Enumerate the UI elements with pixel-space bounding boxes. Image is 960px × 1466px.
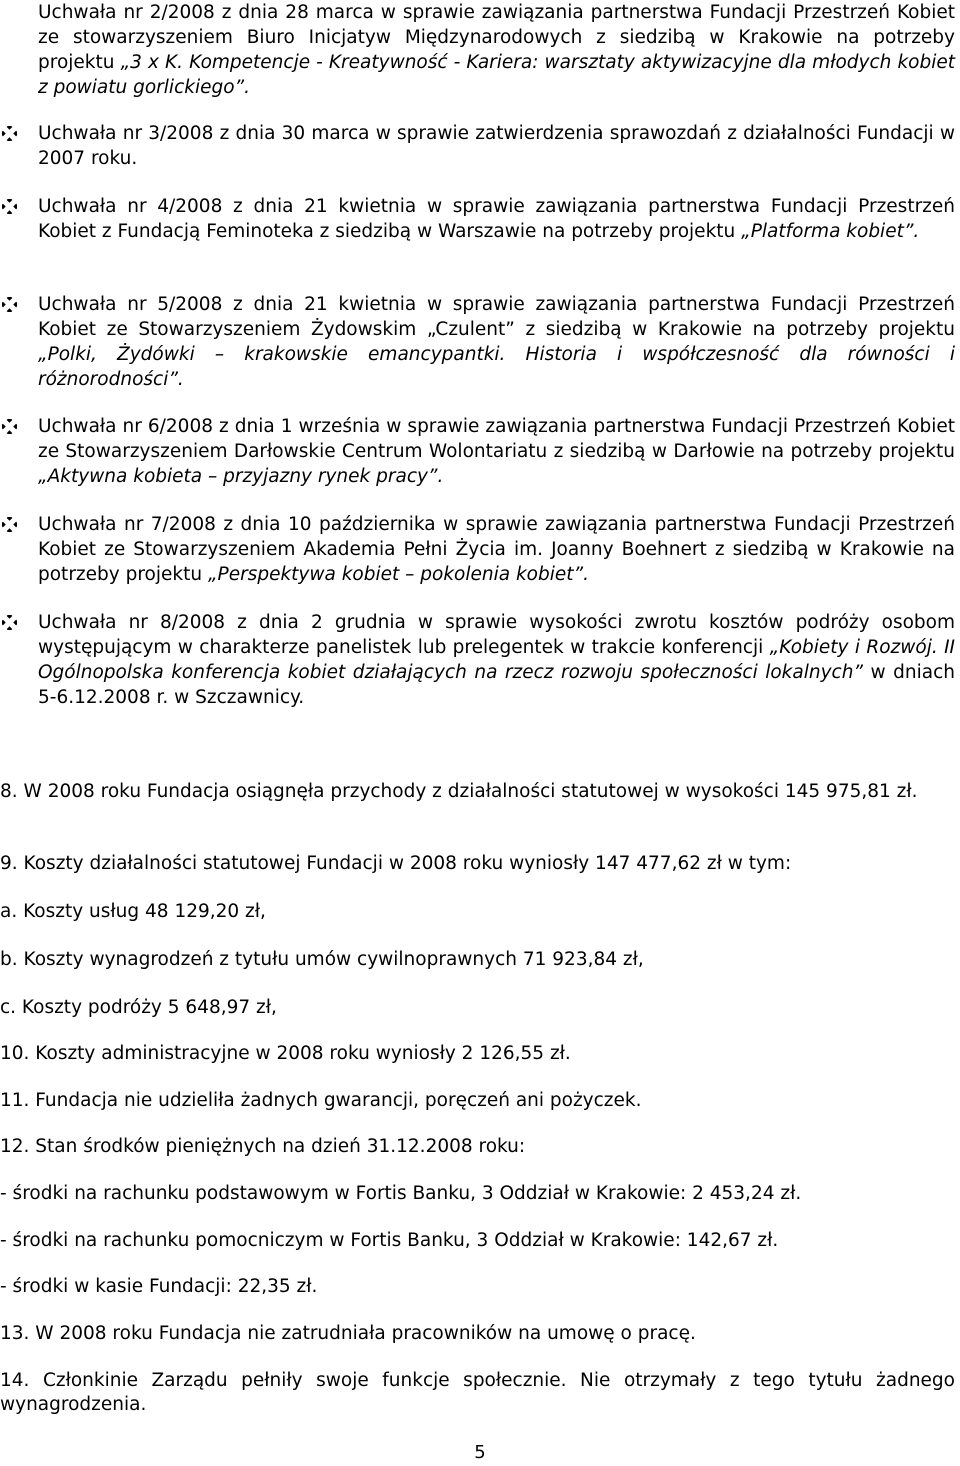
resolution-italic-text: „Polki, Żydówki – krakowskie emancypantki. Historia i współczesność dla równości i różnorodności”. [38, 344, 955, 390]
diamond-bullet-icon [2, 517, 17, 532]
diamond-bullet-icon [2, 615, 17, 630]
resolution-text: Uchwała nr 2/2008 z dnia 28 marca w sprawie zawiązania partnerstwa Fundacji Przestrzeń Kobiet ze stowarzyszeniem Biuro Inicjatyw Międzynarodowych z siedzibą w Krakowie na potrzeby projektu [38, 2, 955, 73]
financial-paragraph: b. Koszty wynagrodzeń z tytułu umów cywilnoprawnych 71 923,84 zł, [0, 949, 644, 970]
financial-paragraph: 8. W 2008 roku Fundacja osiągnęła przychody z działalności statutowej w wysokości 145 975,81 zł. [0, 781, 918, 802]
financial-paragraph: 10. Koszty administracyjne w 2008 roku wyniosły 2 126,55 zł. [0, 1043, 571, 1064]
resolution-text: Uchwała nr 6/2008 z dnia 1 września w sprawie zawiązania partnerstwa Fundacji Przestrzeń Kobiet ze Stowarzyszeniem Darłowskie Centrum Wolontariatu z siedzibą w Darłowie na potrzeby projektu [38, 416, 955, 462]
resolution-item [38, 512, 955, 587]
financial-paragraph: c. Koszty podróży 5 648,97 zł, [0, 997, 277, 1018]
financial-paragraph: 13. W 2008 roku Fundacja nie zatrudniała pracowników na umowę o pracę. [0, 1323, 696, 1344]
resolution-item [38, 0, 955, 100]
financial-paragraph: 11. Fundacja nie udzieliła żadnych gwarancji, poręczeń ani pożyczek. [0, 1090, 642, 1111]
resolution-item [38, 194, 955, 244]
financial-paragraph: 9. Koszty działalności statutowej Fundacji w 2008 roku wyniosły 147 477,62 zł w tym: [0, 853, 792, 874]
page-number: 5 [474, 1442, 486, 1463]
resolution-italic-text: „Perspektywa kobiet – pokolenia kobiet”. [207, 564, 589, 585]
resolution-italic-text: „3 x K. Kompetencje - Kreatywność - Kariera: warsztaty aktywizacyjne dla młodych kobiet z powiatu gorlickiego”. [38, 52, 956, 98]
resolution-text: w dniach 5-6.12.2008 r. w Szczawnicy. [38, 662, 955, 708]
financial-paragraph: - środki na rachunku pomocniczym w Fortis Banku, 3 Oddział w Krakowie: 142,67 zł. [0, 1230, 779, 1251]
diamond-bullet-icon [2, 126, 17, 141]
financial-paragraph: 14. Członkinie Zarządu pełniły swoje funkcje społecznie. Nie otrzymały z tego tytułu żadnego wynagrodzenia. [0, 1370, 955, 1415]
resolution-text: Uchwała nr 3/2008 z dnia 30 marca w sprawie zatwierdzenia sprawozdań z działalności Fundacji w 2007 roku. [38, 123, 955, 169]
resolution-italic-text: „Platforma kobiet”. [741, 221, 920, 242]
financial-paragraph: 12. Stan środków pieniężnych na dzień 31.12.2008 roku: [0, 1136, 526, 1157]
financial-paragraph: - środki w kasie Fundacji: 22,35 zł. [0, 1276, 318, 1297]
resolution-text: Uchwała nr 5/2008 z dnia 21 kwietnia w sprawie zawiązania partnerstwa Fundacji Przestrzeń Kobiet ze Stowarzyszeniem Żydowskim „Czulent” z siedzibą w Krakowie na potrzeby projektu [38, 294, 955, 340]
resolution-item [38, 121, 955, 171]
resolution-text: Uchwała nr 7/2008 z dnia 10 października w sprawie zawiązania partnerstwa Fundacji Przestrzeń Kobiet ze Stowarzyszeniem Akademia Pełni Życia im. Joanny Boehnert z siedzibą w Krakowie na potrzeby projektu [38, 514, 955, 585]
diamond-bullet-icon [2, 199, 17, 214]
financial-paragraph: a. Koszty usług 48 129,20 zł, [0, 901, 266, 922]
diamond-bullet-icon [2, 297, 17, 312]
resolution-item [38, 414, 955, 489]
resolution-item [38, 610, 955, 710]
resolution-text: Uchwała nr 8/2008 z dnia 2 grudnia w sprawie wysokości zwrotu kosztów podróży osobom występującym w charakterze panelistek lub prelegentek w trakcie konferencji [38, 612, 955, 658]
resolution-text: Uchwała nr 4/2008 z dnia 21 kwietnia w sprawie zawiązania partnerstwa Fundacji Przestrzeń Kobiet z Fundacją Feminoteka z siedzibą w Warszawie na potrzeby projektu [38, 196, 955, 242]
diamond-bullet-icon [2, 419, 17, 434]
resolution-item [38, 292, 955, 392]
financial-paragraph: - środki na rachunku podstawowym w Fortis Banku, 3 Oddział w Krakowie: 2 453,24 zł. [0, 1183, 802, 1204]
resolution-italic-text: „Aktywna kobieta – przyjazny rynek pracy”. [38, 466, 444, 487]
resolution-italic-text: „Kobiety i Rozwój. II Ogólnopolska konferencja kobiet działających na rzecz rozwoju społeczności lokalnych” [38, 637, 955, 683]
